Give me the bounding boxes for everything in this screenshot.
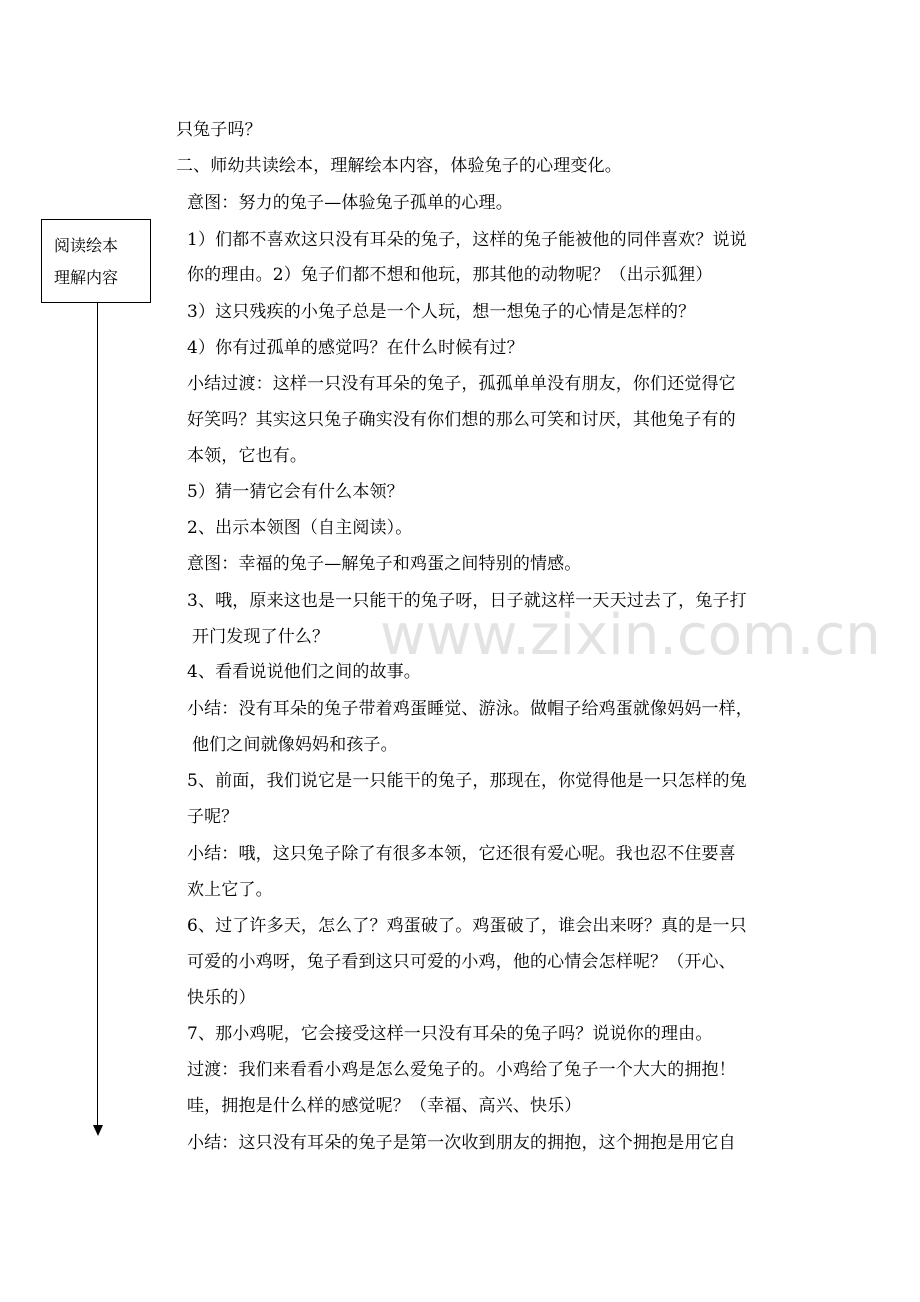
text-line: 开门发现了什么？ — [192, 627, 330, 647]
text-line: 3、哦，原来这也是一只能干的兔子呀，日子就这样一天天过去了，兔子打 — [187, 591, 747, 611]
text-line: 6、过了许多天，怎么了？鸡蛋破了。鸡蛋破了，谁会出来呀？真的是一只 — [187, 916, 747, 936]
text-line: 小结：没有耳朵的兔子带着鸡蛋睡觉、游泳。做帽子给鸡蛋就像妈妈一样， — [187, 699, 753, 719]
side-label-line-2: 理解内容 — [54, 268, 119, 287]
text-line: 子呢？ — [187, 807, 239, 827]
watermark: www.zixin.com.cn — [380, 603, 881, 668]
section-heading: 二、师幼共读绘本，理解绘本内容，体验兔子的心理变化。 — [176, 156, 622, 176]
text-line: 5）猜一猜它会有什么本领？ — [187, 482, 404, 502]
side-label-line-1: 阅读绘本 — [54, 236, 119, 255]
text-line: 好笑吗？其实这只兔子确实没有你们想的那么可笑和讨厌，其他兔子有的 — [187, 410, 736, 430]
text-line: 2、出示本领图（自主阅读）。 — [187, 518, 413, 538]
text-line: 意图：幸福的兔子—解兔子和鸡蛋之间特别的情感。 — [187, 554, 582, 574]
text-line: 小结过渡：这样一只没有耳朵的兔子，孤孤单单没有朋友，你们还觉得它 — [187, 374, 736, 394]
text-line: 7、那小鸡呢，它会接受这样一只没有耳朵的兔子吗？说说你的理由。 — [187, 1024, 713, 1044]
text-line: 小结：这只没有耳朵的兔子是第一次收到朋友的拥抱，这个拥抱是用它自 — [187, 1133, 736, 1153]
text-line: 小结：哦，这只兔子除了有很多本领，它还很有爱心呢。我也忍不住要喜 — [187, 844, 736, 864]
text-line: 欢上它了。 — [187, 880, 273, 900]
text-line: 4、看看说说他们之间的故事。 — [187, 662, 421, 682]
text-line: 你的理由。2）兔子们都不想和他玩，那其他的动物呢？（出示狐狸） — [187, 265, 713, 285]
side-label-box — [41, 219, 151, 303]
text-line: 3）这只残疾的小兔子总是一个人玩，想一想兔子的心情是怎样的？ — [187, 302, 696, 322]
text-line: 只兔子吗？ — [176, 120, 262, 140]
text-line: 本领，它也有。 — [187, 446, 308, 466]
text-line: 他们之间就像妈妈和孩子。 — [192, 735, 398, 755]
text-line: 过渡：我们来看看小鸡是怎么爱兔子的。小鸡给了兔子一个大大的拥抱！ — [187, 1060, 736, 1080]
flow-line — [97, 303, 98, 1128]
text-line: 可爱的小鸡呀，兔子看到这只可爱的小鸡，他的心情会怎样呢？（开心、 — [187, 952, 736, 972]
text-line: 哇，拥抱是什么样的感觉呢？（幸福、高兴、快乐） — [187, 1096, 582, 1116]
text-line: 意图：努力的兔子—体验兔子孤单的心理。 — [187, 193, 513, 213]
text-line: 4）你有过孤单的感觉吗？在什么时候有过？ — [187, 338, 524, 358]
text-line: 快乐的） — [187, 988, 256, 1008]
text-line: 5、前面，我们说它是一只能干的兔子，那现在，你觉得他是一只怎样的兔 — [187, 771, 747, 791]
arrow-down-icon — [93, 1125, 103, 1136]
text-line: 1）们都不喜欢这只没有耳朵的兔子，这样的兔子能被他的同伴喜欢？说说 — [187, 230, 747, 250]
